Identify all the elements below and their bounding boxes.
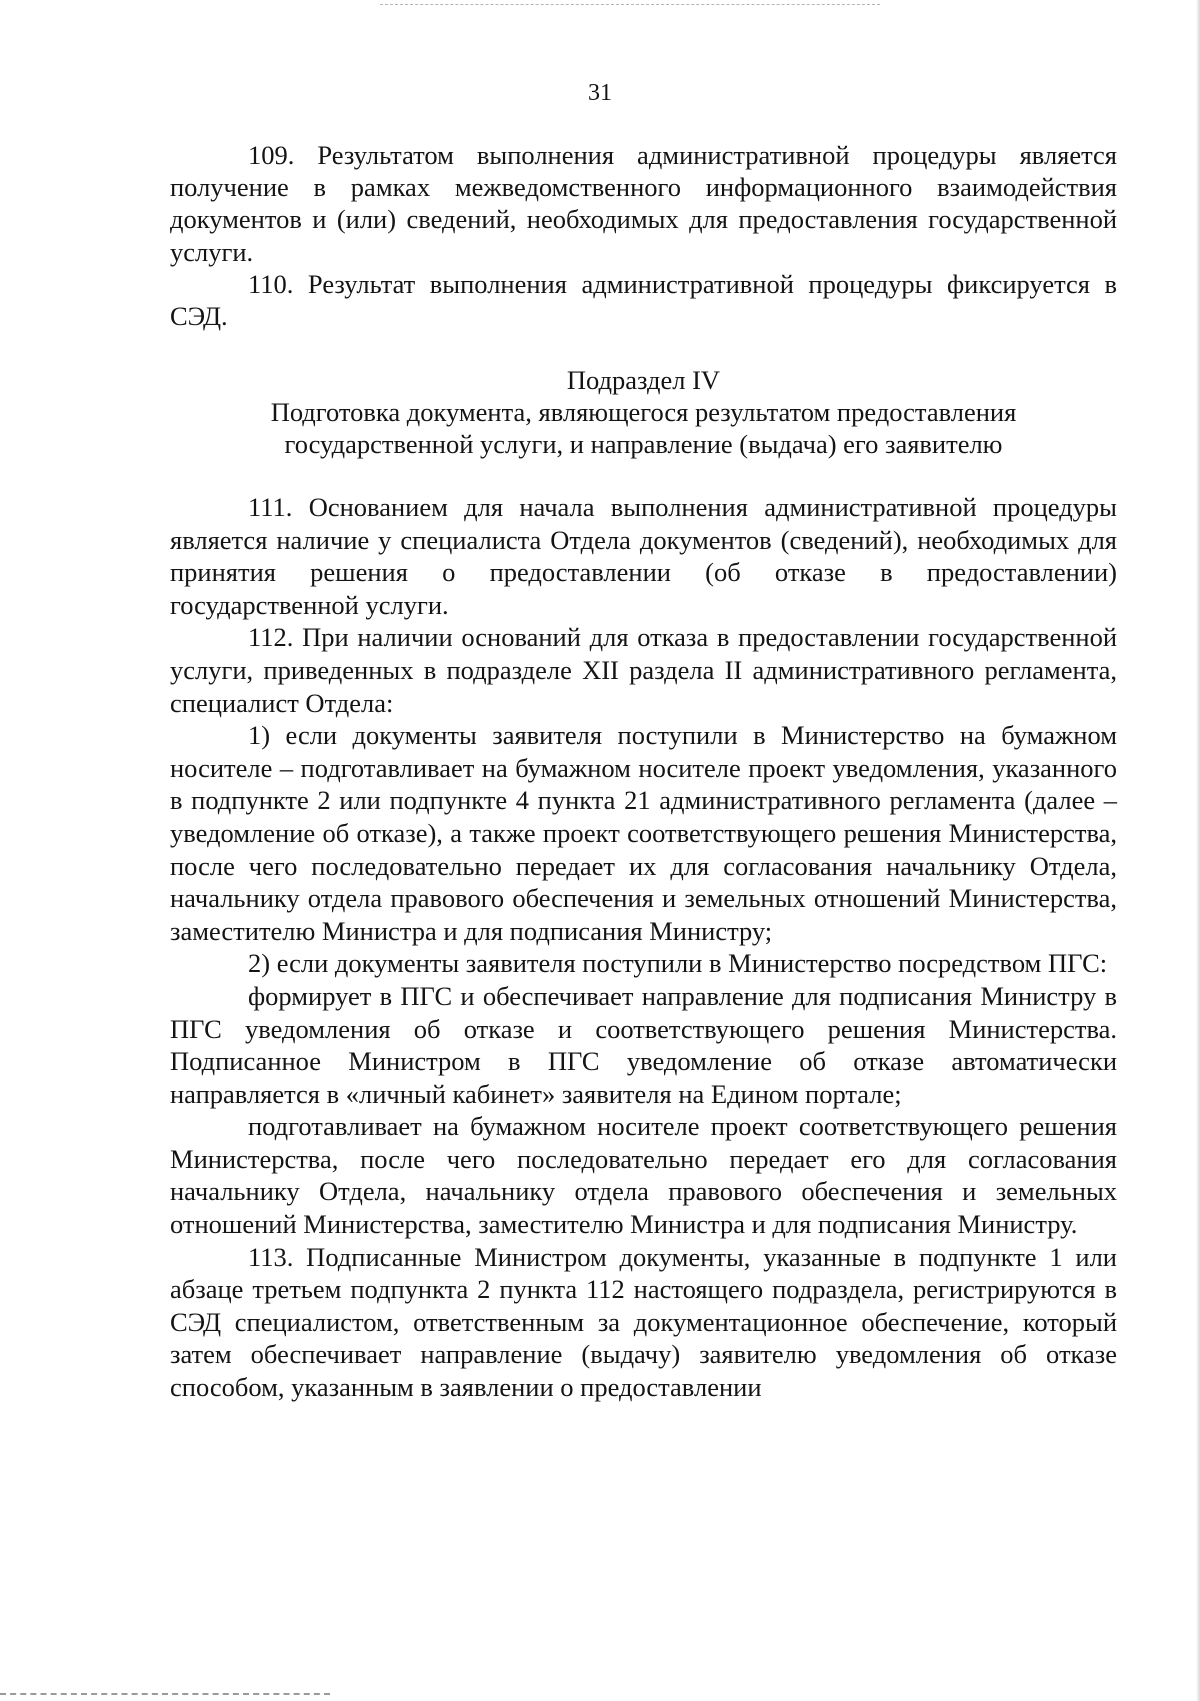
paragraph-111: 111. Основанием для начала выполнения административной процедуры является наличие у специалиста Отдела документов (сведений), необходимых для принятия решения о предоставлении (об отказе в предоставлении) государственной услуги. xyxy=(170,492,1117,620)
paragraph-112-item-1: 1) если документы заявителя поступили в Министерство на бумажном носителе – подготавливает на бумажном носителе проект уведомления, указанного в подпункте 2 или подпункте 4 пункта 21 административного регламента (далее – уведомление об отказе), а также проект соответствующего решения Министерства, после чего последовательно передает их для согласования начальнику Отдела, начальнику отдела правового обеспечения и земельных отношений Министерства, заместителю Министра и для подписания Министру; xyxy=(170,720,1117,946)
paragraph-110: 110. Результат выполнения административной процедуры фиксируется в СЭД. xyxy=(170,268,1117,332)
paragraph-112-item-2: 2) если документы заявителя поступили в Министерство посредством ПГС: xyxy=(248,948,1108,979)
paragraph-112-item-2-b: подготавливает на бумажном носителе проект соответствующего решения Министерства, после чего последовательно передает его для согласования начальнику Отдела, начальнику отдела правового обеспечения и земельных отношений Министерства, заместителю Министра и для подписания Министру. xyxy=(170,1111,1117,1240)
paragraphs-main xyxy=(170,491,1117,1404)
paragraph-112-item-2-a: формирует в ПГС и обеспечивает направление для подписания Министру в ПГС уведомления об отказе и соответствующего решения Министерства. Подписанное Министром в ПГС уведомление об отказе автоматически направляется в «личный кабинет» заявителя на Едином портале; xyxy=(170,980,1117,1109)
scan-artifact-edge xyxy=(1196,0,1200,1701)
paragraph-112: 112. При наличии оснований для отказа в предоставлении государственной услуги, приведенных в подразделе XII раздела II административного регламента, специалист Отдела: xyxy=(170,622,1117,718)
section-heading xyxy=(170,364,1117,460)
page-number: 31 xyxy=(588,80,612,106)
section-subtitle-line-2: государственной услуги, и направление (выдача) его заявителю xyxy=(284,429,1003,459)
paragraph-113: 113. Подписанные Министром документы, указанные в подпункте 1 или абзаце третьем подпункта 2 пункта 112 настоящего подраздела, регистрируются в СЭД специалистом, ответственным за документационное обеспечение, который затем обеспечивает направление (выдачу) заявителю уведомления об отказе способом, указанным в заявлении о предоставлении xyxy=(170,1241,1117,1403)
scan-artifact-bottom xyxy=(0,1693,330,1697)
paragraphs-top xyxy=(170,139,1117,332)
paragraph-109: 109. Результатом выполнения административной процедуры является получение в рамках межведомственного информационного взаимодействия документов и (или) сведений, необходимых для предоставления государственной услуги. xyxy=(170,140,1117,267)
section-subtitle-line-1: Подготовка документа, являющегося результатом предоставления xyxy=(270,397,1017,427)
scan-artifact-top xyxy=(380,4,880,6)
section-title: Подраздел IV xyxy=(566,365,721,395)
